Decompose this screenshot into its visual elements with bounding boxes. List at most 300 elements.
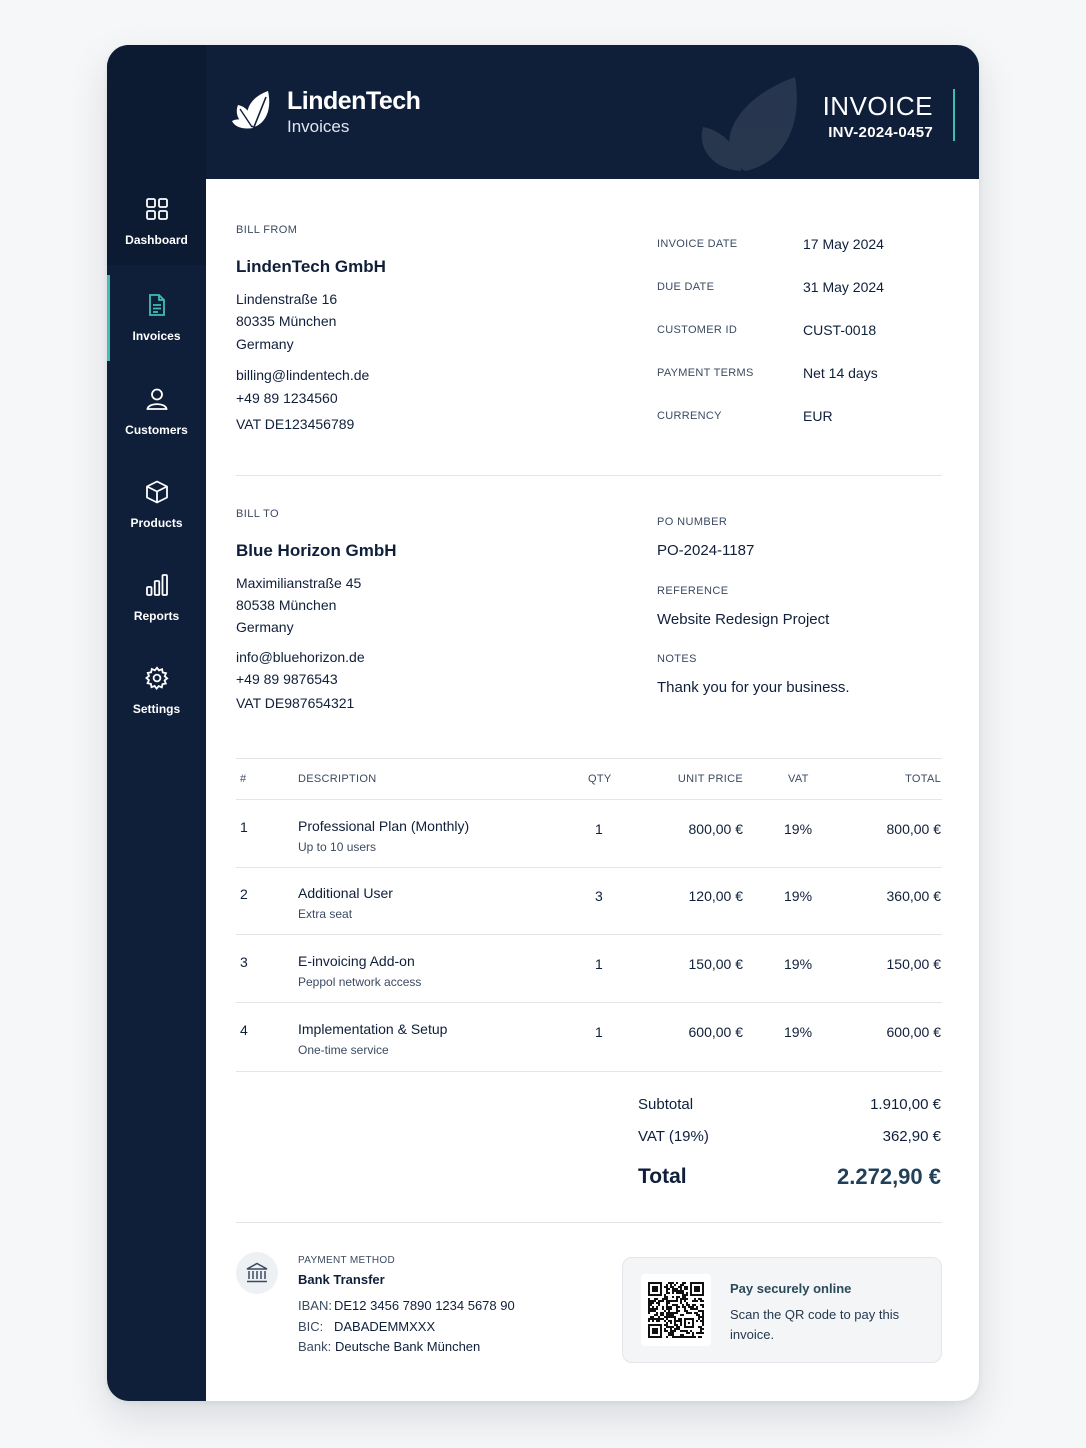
qr-module [686,1298,688,1300]
qr-module [648,1312,650,1314]
qr-module [680,1320,682,1322]
qr-module [676,1308,678,1310]
qr-module [692,1332,694,1334]
qr-module [664,1328,666,1330]
payment-method: Bank Transfer [298,1272,385,1287]
grid-icon [145,197,169,221]
brand-name: LindenTech [287,87,421,115]
qr-module [666,1314,668,1316]
qr-module [690,1306,692,1308]
row-unit-price: 120,00 € [688,888,743,904]
row-num: 4 [240,1022,248,1038]
qr-module [682,1314,684,1316]
qr-module [702,1316,704,1318]
qr-module [652,1310,654,1312]
qr-module [672,1316,674,1318]
qr-module [674,1300,676,1302]
qr-module [686,1288,688,1290]
qr-module [686,1310,688,1312]
qr-module [700,1320,702,1322]
qr-module [680,1292,682,1294]
qr-module [684,1286,686,1288]
qr-module [648,1318,650,1320]
qr-module [690,1330,692,1332]
qr-module [678,1310,680,1312]
qr-module [666,1306,668,1308]
qr-module [674,1336,676,1338]
qr-module [672,1312,674,1314]
qr-pay-card[interactable] [622,1257,942,1363]
bank-value: Deutsche Bank München [335,1339,481,1354]
qr-module [696,1314,698,1316]
qr-module [686,1312,688,1314]
qr-module [682,1298,684,1300]
qr-module [666,1322,668,1324]
qr-module [670,1282,672,1284]
qr-module [672,1326,674,1328]
qr-module [658,1300,660,1302]
qr-module [658,1302,660,1304]
meta-value: CUST-0018 [803,322,877,338]
qr-module [684,1306,686,1308]
meta-label: DUE DATE [657,281,715,293]
qr-module [688,1332,690,1334]
qr-module [664,1324,666,1326]
qr-module [688,1306,690,1308]
divider [236,475,942,476]
qr-module [684,1294,686,1296]
qr-module [682,1284,684,1286]
qr-module [694,1298,696,1300]
qr-module [648,1310,650,1312]
qr-module [700,1330,702,1332]
bic-value: DABADEMMXXX [334,1319,436,1334]
notes-caption: NOTES [657,653,697,665]
qr-module [694,1300,696,1302]
document-icon [145,293,169,317]
qr-module [680,1298,682,1300]
qr-module [672,1288,674,1290]
qr-module [648,1298,650,1300]
sidebar-item-label: Dashboard [125,233,188,247]
qr-module [666,1318,668,1320]
qr-module [678,1286,680,1288]
divider [236,934,942,935]
bic-label: BIC: [298,1319,324,1334]
qr-module [676,1326,678,1328]
qr-module [698,1318,700,1320]
qr-module [678,1336,680,1338]
qr-module [666,1298,668,1300]
qr-module [674,1304,676,1306]
qr-module [676,1336,678,1338]
qr-module [700,1332,702,1334]
qr-module [682,1282,684,1284]
brand-subtitle: Invoices [287,117,350,136]
qr-module [670,1314,672,1316]
notes-value: Thank you for your business. [657,679,850,696]
meta-value: 31 May 2024 [803,279,884,295]
qr-module [696,1300,698,1302]
qr-module [678,1290,680,1292]
qr-module [670,1330,672,1332]
qr-module [674,1290,676,1292]
qr-module [666,1330,668,1332]
sidebar [107,179,206,1401]
row-subtext: Peppol network access [298,975,422,989]
leaf-watermark-icon [695,73,805,173]
qr-module [676,1300,678,1302]
qr-module [702,1312,704,1314]
qr-module [668,1312,670,1314]
qr-module [652,1300,654,1302]
qr-module [670,1332,672,1334]
qr-module [672,1286,674,1288]
qr-module [672,1336,674,1338]
qr-module [686,1336,688,1338]
sidebar-item-customers[interactable] [107,369,206,455]
qr-module [660,1314,662,1316]
row-num: 2 [240,886,248,902]
qr-module [652,1306,654,1308]
po-caption: PO NUMBER [657,516,728,528]
qr-module [650,1318,652,1320]
bill-from-city: 80335 München [236,313,337,329]
qr-module [680,1286,682,1288]
sidebar-item-settings[interactable] [107,648,206,734]
bill-to-country: Germany [236,619,294,635]
leaf-logo-icon [232,87,274,131]
total-label: Total [638,1165,687,1188]
qr-module [700,1300,702,1302]
qr-module [682,1330,684,1332]
qr-module [654,1314,656,1316]
qr-module [664,1330,666,1332]
bill-from-vat: VAT DE123456789 [236,416,355,432]
qr-module [662,1306,664,1308]
qr-module [692,1304,694,1306]
bill-from-company: LindenTech GmbH [236,257,386,276]
qr-module [664,1296,666,1298]
bill-to-vat: VAT DE987654321 [236,695,355,711]
iban-line [298,1298,515,1313]
qr-module [680,1336,682,1338]
qr-module [696,1306,698,1308]
qr-module [686,1302,688,1304]
qr-module [658,1316,660,1318]
qr-module [700,1336,702,1338]
bank-label: Bank: [298,1339,332,1354]
subtotal-label: Subtotal [638,1096,694,1113]
sidebar-item-dashboard[interactable] [107,179,206,265]
qr-module [696,1308,698,1310]
qr-module [648,1302,650,1304]
qr-module [670,1322,672,1324]
row-subtext: Up to 10 users [298,840,377,854]
sidebar-item-products[interactable] [107,462,206,548]
qr-module [688,1312,690,1314]
qr-module [648,1308,650,1310]
qr-module [650,1302,652,1304]
row-num: 3 [240,954,248,970]
qr-module [664,1286,666,1288]
bill-to-street: Maximilianstraße 45 [236,575,362,591]
gear-icon [145,666,169,690]
subtotal-value: 1.910,00 € [870,1096,941,1113]
qr-module [684,1296,686,1298]
iban-label: IBAN: [298,1298,332,1313]
payment-method-caption: PAYMENT METHOD [298,1255,395,1266]
reference-value: Website Redesign Project [657,611,830,628]
qr-module [684,1300,686,1302]
qr-module [668,1332,670,1334]
row-unit-price: 150,00 € [688,956,743,972]
qr-module [670,1316,672,1318]
qr-module [666,1304,668,1306]
qr-description: Scan the QR code to pay this invoice. [730,1307,900,1342]
row-description: Implementation & Setup [298,1021,448,1037]
qr-module [652,1316,654,1318]
qr-module [676,1312,678,1314]
qr-module [698,1298,700,1300]
qr-module [676,1292,678,1294]
qr-module [676,1306,678,1308]
qr-module [662,1318,664,1320]
qr-module [660,1300,662,1302]
qr-module [696,1312,698,1314]
divider [236,1002,942,1003]
po-number: PO-2024-1187 [657,542,755,559]
qr-module [668,1300,670,1302]
sidebar-item-invoices[interactable] [107,275,206,361]
qr-module [656,1298,658,1300]
qr-module [654,1300,656,1302]
qr-module [680,1314,682,1316]
sidebar-item-label: Settings [132,702,181,716]
qr-module [678,1292,680,1294]
qr-module [680,1330,682,1332]
qr-module [670,1334,672,1336]
qr-module [672,1304,674,1306]
meta-label: CURRENCY [657,410,722,422]
qr-module [670,1328,672,1330]
qr-module [666,1288,668,1290]
meta-label: PAYMENT TERMS [657,367,754,379]
qr-module [648,1300,650,1302]
qr-module [678,1296,680,1298]
qr-code-icon [648,1282,704,1338]
sidebar-item-label: Reports [133,609,180,623]
row-vat: 19% [784,956,813,972]
qr-module [670,1326,672,1328]
qr-module [666,1326,668,1328]
qr-module [652,1320,654,1322]
row-total: 150,00 € [886,956,941,972]
divider [236,799,942,800]
qr-module [700,1304,702,1306]
qr-module [666,1302,668,1304]
qr-module [654,1318,656,1320]
row-description: E-invoicing Add-on [298,953,415,969]
qr-module [658,1320,660,1322]
qr-module [652,1308,654,1310]
qr-module [702,1310,704,1312]
bank-line [298,1339,480,1354]
qr-module [684,1288,686,1290]
row-vat: 19% [784,1024,813,1040]
divider [236,867,942,868]
qr-module [674,1318,676,1320]
qr-module [648,1320,650,1322]
qr-module [656,1306,658,1308]
qr-module [670,1300,672,1302]
qr-module [702,1314,704,1316]
row-num: 1 [240,819,248,835]
invoice-number: INV-2024-0457 [828,124,933,141]
qr-module [664,1298,666,1300]
qr-module [692,1300,694,1302]
accent-divider [953,89,955,141]
qr-module [680,1302,682,1304]
qr-module [702,1328,704,1330]
qr-module [702,1332,704,1334]
vat-value: 362,90 € [882,1128,941,1145]
row-total: 360,00 € [886,888,941,904]
qr-module [656,1320,658,1322]
bill-to-caption: BILL TO [236,508,279,520]
qr-module [662,1308,664,1310]
row-total: 800,00 € [886,821,941,837]
meta-value: EUR [803,408,833,424]
qr-module [680,1290,682,1292]
qr-module [664,1320,666,1322]
qr-module [654,1308,656,1310]
qr-module [668,1316,670,1318]
qr-module [648,1306,650,1308]
qr-module [670,1284,672,1286]
qr-module [680,1284,682,1286]
qr-module [678,1306,680,1308]
qr-module [702,1320,704,1322]
qr-module [686,1292,688,1294]
qr-module [670,1320,672,1322]
meta-label: INVOICE DATE [657,238,738,250]
qr-module [688,1336,690,1338]
sidebar-item-label: Invoices [132,329,181,343]
qr-module [702,1300,704,1302]
qr-module [674,1320,676,1322]
app-header [107,45,979,179]
qr-module [700,1310,702,1312]
qr-module [680,1288,682,1290]
meta-value: 17 May 2024 [803,236,884,252]
qr-code[interactable] [641,1274,711,1346]
qr-module [660,1318,662,1320]
qr-module [690,1336,692,1338]
invoice-title: INVOICE [822,91,933,121]
qr-module [676,1310,678,1312]
row-unit-price: 600,00 € [688,1024,743,1040]
qr-module [650,1308,652,1310]
qr-module [684,1336,686,1338]
qr-module [698,1310,700,1312]
qr-module [668,1288,670,1290]
iban-value: DE12 3456 7890 1234 5678 90 [334,1298,515,1313]
qr-module [698,1332,700,1334]
qr-module [672,1296,674,1298]
bill-to-city: 80538 München [236,597,337,613]
qr-module [650,1316,652,1318]
col-header-vat: VAT [788,773,809,785]
qr-module [652,1318,654,1320]
qr-module [676,1320,678,1322]
qr-module [694,1304,696,1306]
qr-module [694,1308,696,1310]
divider [236,758,942,759]
qr-module [700,1316,702,1318]
qr-module [692,1306,694,1308]
qr-module [666,1312,668,1314]
qr-module [700,1328,702,1330]
sidebar-item-reports[interactable] [107,555,206,641]
bill-to-company: Blue Horizon GmbH [236,541,397,560]
qr-module [702,1322,704,1324]
qr-title: Pay securely online [730,1281,852,1296]
bill-from-email[interactable]: billing@lindentech.de [236,367,370,383]
qr-module [670,1308,672,1310]
qr-module [692,1334,694,1336]
qr-module [702,1304,704,1306]
sidebar-item-label: Customers [125,423,188,437]
box-icon [145,480,169,504]
row-qty: 1 [595,1024,603,1040]
user-icon [145,387,169,411]
divider [236,1222,942,1223]
row-vat: 19% [784,888,813,904]
qr-module [702,1324,704,1326]
qr-module [674,1330,676,1332]
qr-module [672,1290,674,1292]
qr-module [666,1296,668,1298]
qr-module [682,1292,684,1294]
sidebar-item-label: Products [130,516,183,530]
col-header-total: TOTAL [905,773,941,785]
bank-icon-badge [236,1252,278,1294]
qr-module [682,1296,684,1298]
qr-module [668,1320,670,1322]
qr-module [686,1294,688,1296]
qr-module [656,1314,658,1316]
qr-module [696,1320,698,1322]
row-qty: 3 [595,888,603,904]
qr-module [656,1308,658,1310]
qr-module [690,1312,692,1314]
qr-module [674,1324,676,1326]
qr-module [682,1336,684,1338]
sidebar-top [107,45,206,179]
qr-module [666,1308,668,1310]
qr-module [684,1310,686,1312]
meta-value: Net 14 days [803,365,878,381]
qr-module [672,1292,674,1294]
qr-module [684,1330,686,1332]
qr-module [680,1318,682,1320]
qr-module [686,1286,688,1288]
qr-module [668,1314,670,1316]
qr-module [676,1304,678,1306]
bill-to-email[interactable]: info@bluehorizon.de [236,649,365,665]
qr-module [654,1310,656,1312]
